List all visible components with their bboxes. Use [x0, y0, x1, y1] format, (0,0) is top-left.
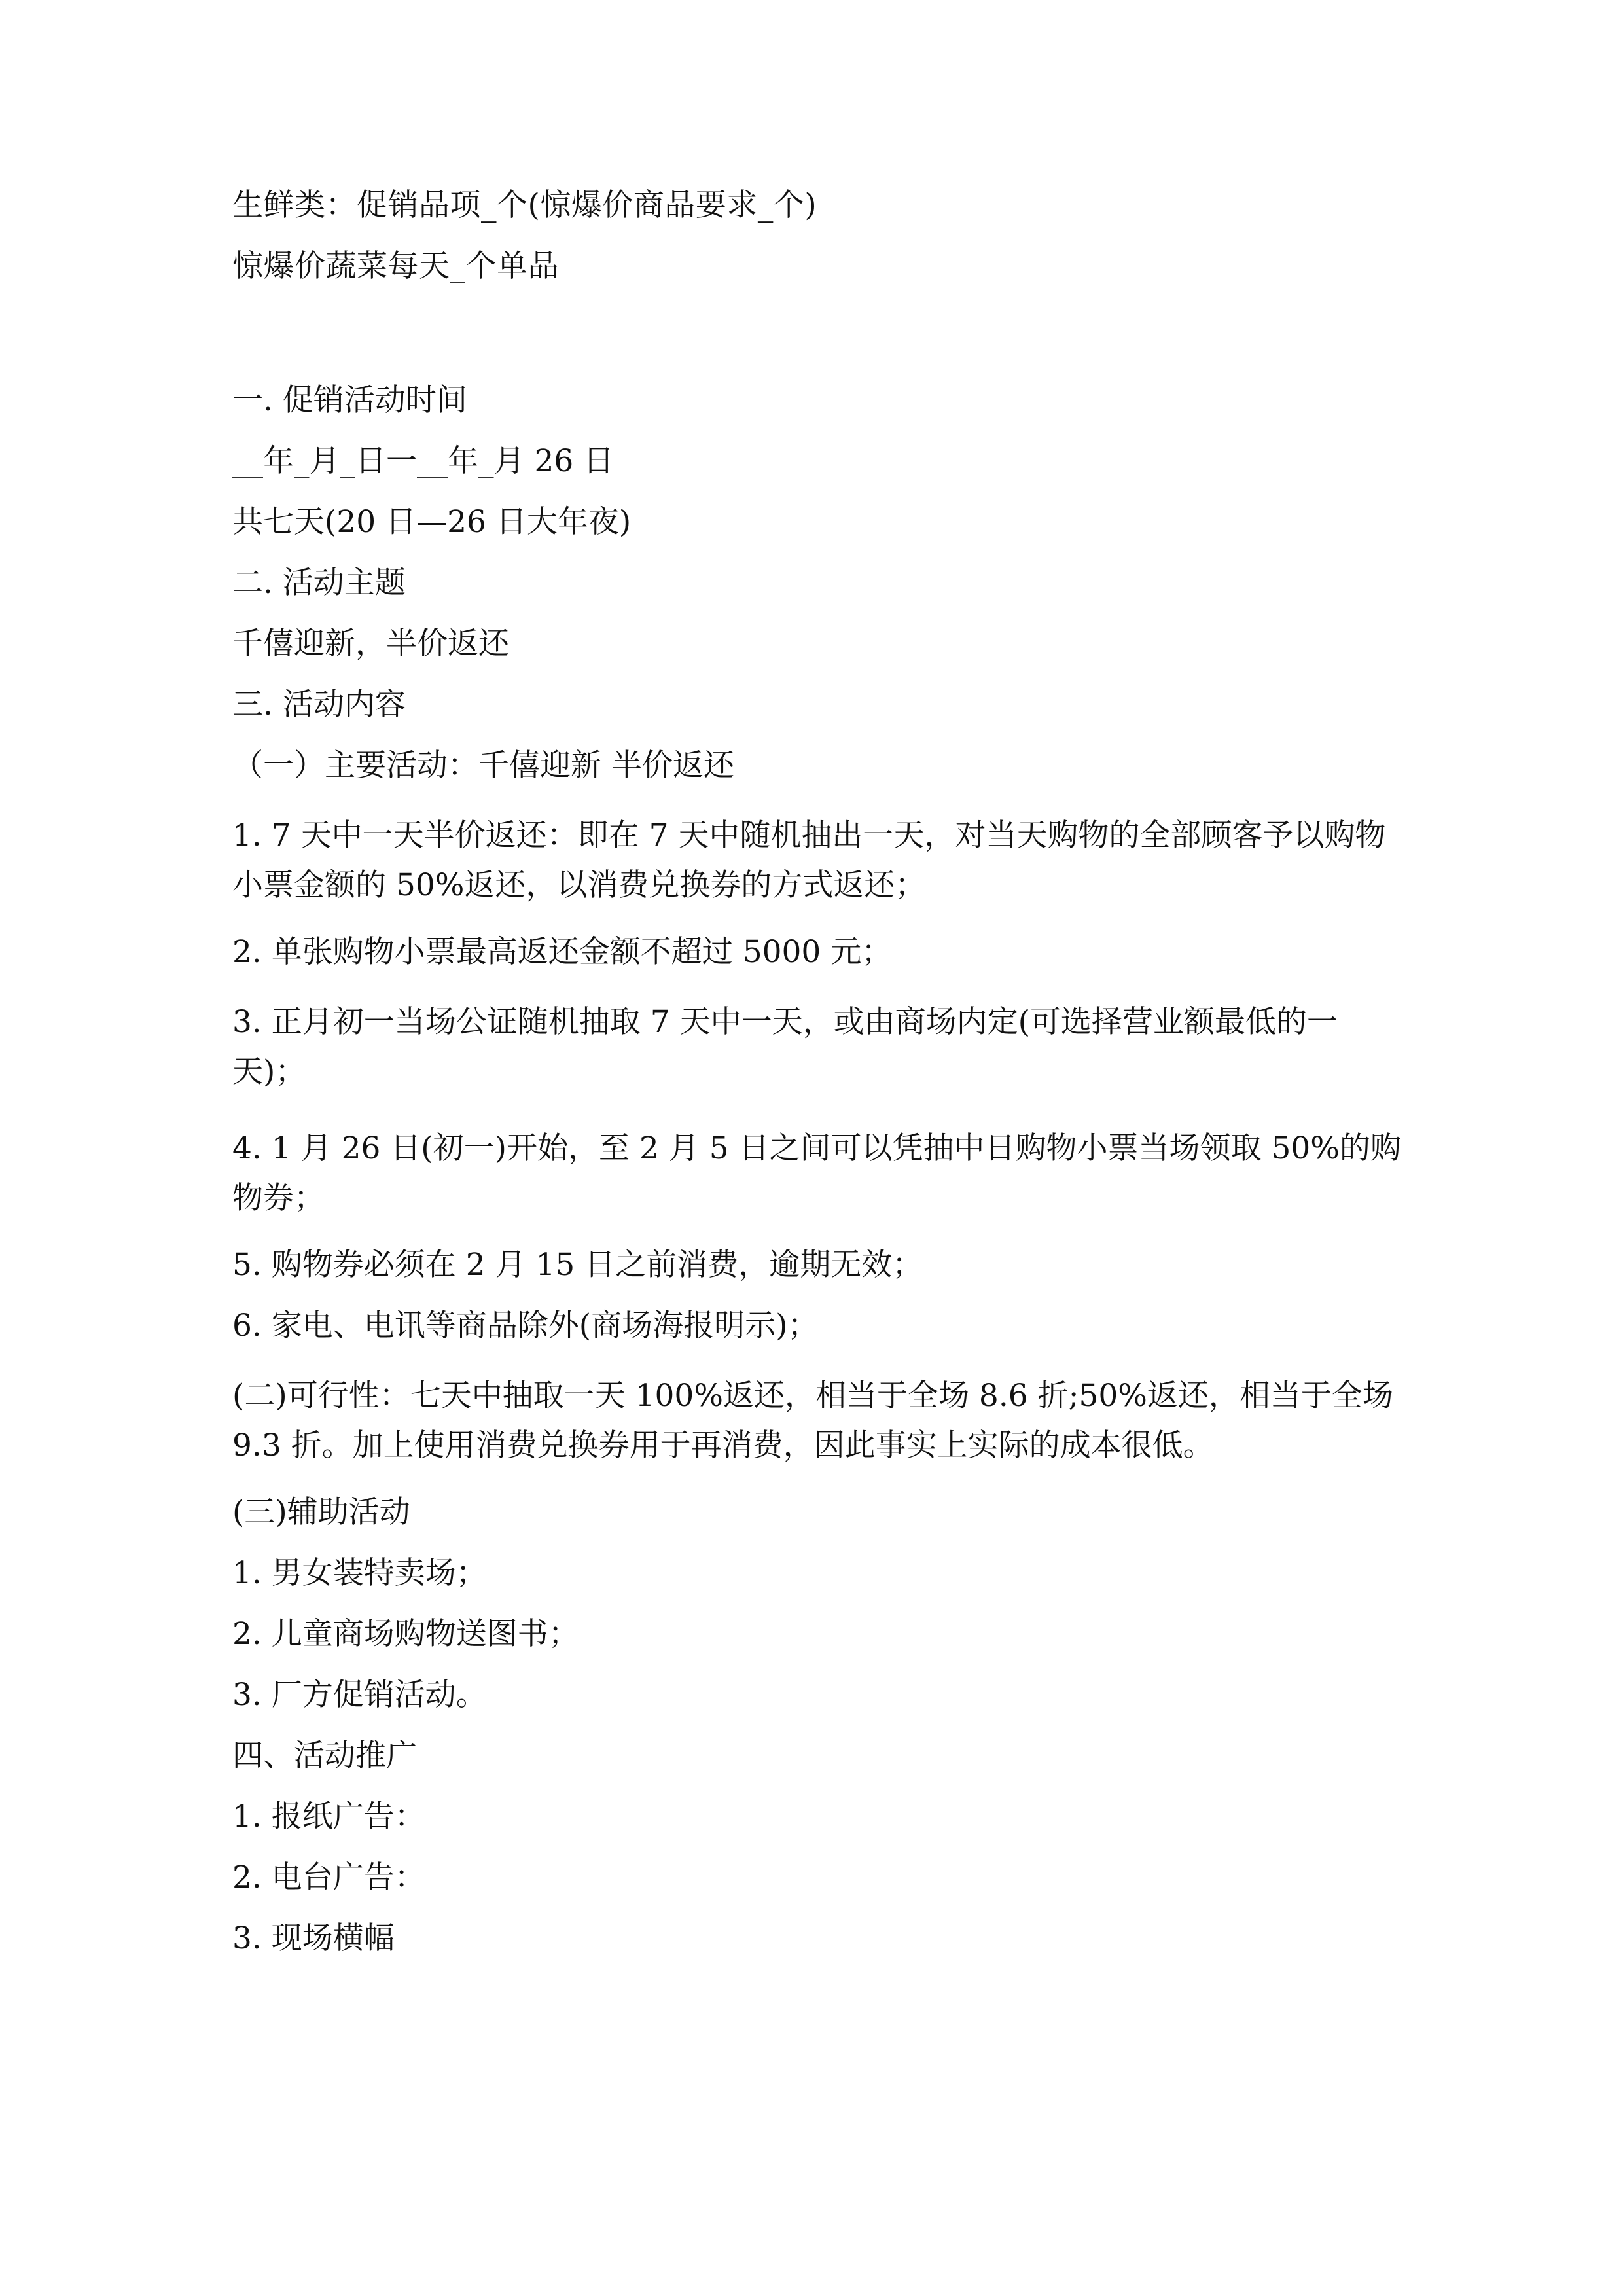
- promotion-item-1: 1. 报纸广告：: [232, 1799, 425, 1835]
- paragraph-fresh-goods: 生鲜类：促销品项_个(惊爆价商品要求_个): [232, 187, 817, 223]
- promotion-item-2: 2. 电台广告：: [232, 1859, 425, 1895]
- subheading-main-activity: （一）主要活动：千僖迎新 半价返还: [232, 747, 734, 783]
- auxiliary-item-2: 2. 儿童商场购物送图书；: [232, 1616, 579, 1652]
- auxiliary-item-1: 1. 男女装特卖场；: [232, 1555, 487, 1591]
- list-item-1: 1. 7 天中一天半价返还：即在 7 天中随机抽出一天，对当天购物的全部顾客予以购物小票金额的 50%返还，以消费兑换券的方式返还；: [232, 817, 1386, 904]
- document-body: [232, 187, 1407, 1956]
- heading-activity-promotion: 四、活动推广: [232, 1738, 417, 1774]
- list-item-6: 6. 家电、电讯等商品除外(商场海报明示)；: [232, 1307, 819, 1344]
- heading-activity-theme: 二. 活动主题: [232, 565, 406, 601]
- heading-activity-time: 一. 促销活动时间: [232, 382, 467, 418]
- promotion-item-3: 3. 现场横幅: [232, 1920, 395, 1956]
- subheading-auxiliary-activity: (三)辅助活动: [232, 1494, 410, 1530]
- list-item-4: 4. 1 月 26 日(初一)开始，至 2 月 5 日之间可以凭抽中日购物小票当场领取 50%的购物券；: [232, 1130, 1401, 1216]
- paragraph-theme-slogan: 千僖迎新，半价返还: [232, 626, 509, 662]
- section-spacer: [232, 312, 1407, 385]
- paragraph-date-range: __年_月_日一__年_月 26 日: [232, 443, 615, 479]
- auxiliary-item-3: 3. 厂方促销活动。: [232, 1677, 487, 1713]
- list-item-2: 2. 单张购物小票最高返还金额不超过 5000 元；: [232, 934, 893, 971]
- list-item-3: 3. 正月初一当场公证随机抽取 7 天中一天，或由商场内定(可选择营业额最低的一天)；: [232, 1004, 1338, 1090]
- subheading-feasibility: (二)可行性：七天中抽取一天 100%返还，相当于全场 8.6 折;50%返还，相当于全场 9.3 折。加上使用消费兑换券用于再消费，因此事实上实际的成本很低。: [232, 1377, 1403, 1463]
- paragraph-seven-days: 共七天(20 日—26 日大年夜): [232, 504, 632, 540]
- paragraph-vegetable-items: 惊爆价蔬菜每天_个单品: [232, 248, 559, 284]
- heading-activity-content: 三. 活动内容: [232, 687, 406, 723]
- list-item-5: 5. 购物券必须在 2 月 15 日之前消费，逾期无效；: [232, 1246, 923, 1283]
